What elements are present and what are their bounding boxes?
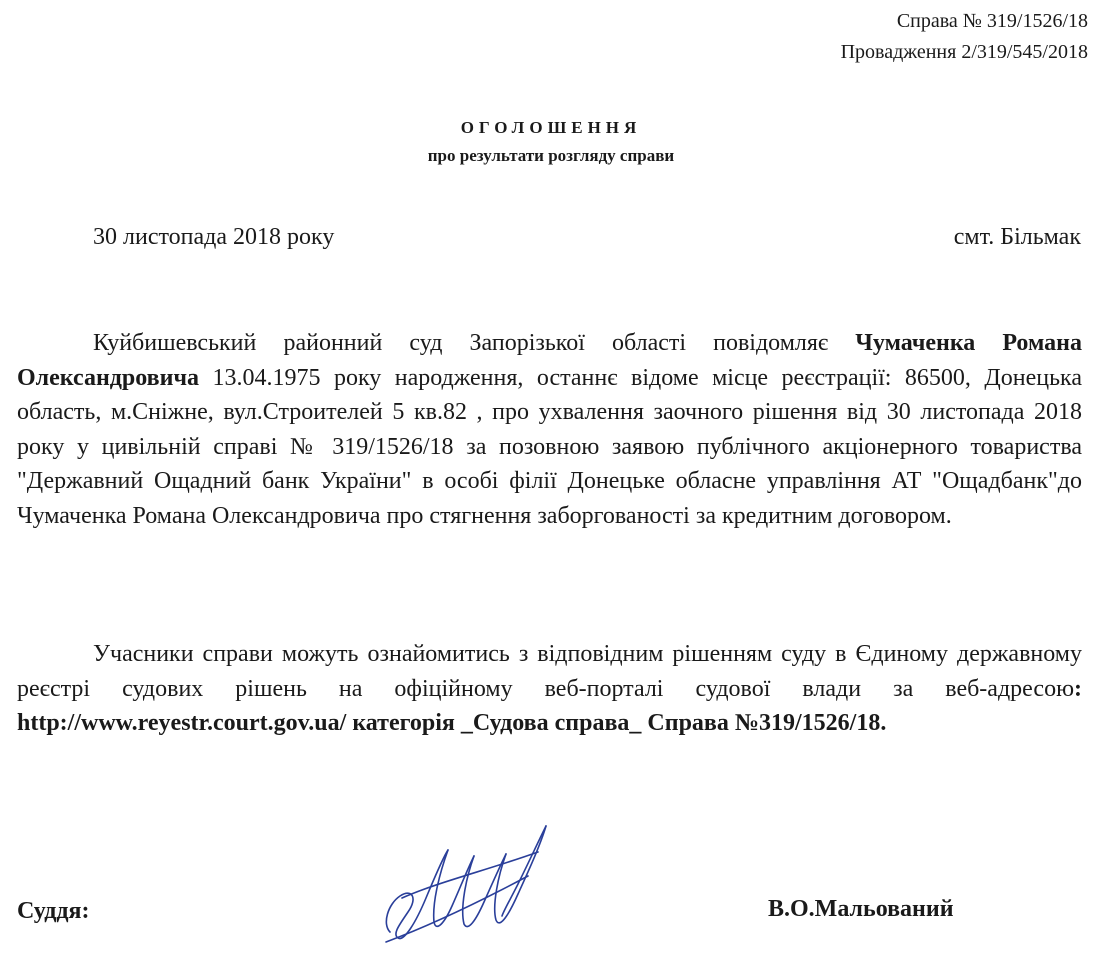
announcement-date: 30 листопада 2018 року [93, 224, 335, 250]
judge-name: В.О.Мальований [768, 896, 954, 922]
registry-paragraph [17, 637, 1082, 741]
notice-paragraph [17, 326, 1082, 534]
document-title: ОГОЛОШЕННЯ [460, 118, 642, 137]
document-subtitle: про результати розгляду справи [427, 146, 675, 165]
notice-text-start: Куйбишевський районний суд Запорізької області повідомляє [93, 330, 856, 356]
proceeding-number: Провадження 2/319/545/2018 [840, 41, 1088, 63]
case-reference-block [841, 6, 1088, 68]
announcement-place: смт. Більмак [953, 224, 1081, 250]
registry-text: Учасники справи можуть ознайомитись з відповідним рішенням суду в Єдиному державному реєстрі судових рішень на офіційному веб-порталі судової влади за веб-адресою [17, 641, 1082, 702]
case-number: Справа № 319/1526/18 [896, 10, 1088, 32]
registry-link: : http://www.reyestr.court.gov.ua/ категорія _Судова справа_ Справа №319/1526/18. [17, 675, 1082, 737]
defendant-name: Чумаченка Романа Олександровича [17, 330, 1082, 391]
judge-label: Суддя: [17, 898, 90, 924]
handwritten-signature [378, 812, 558, 952]
notice-text-end: 13.04.1975 року народження, останнє відоме місце реєстрації: 86500, Донецька область, м.Сніжне, вул.Строителей 5 кв.82 , про ухвалення заочного рішення від 30 листопада 2018 року у цивільній справі № 319/1526/18 за позовною заявою публічного акціонерного товариства "Державний Ощадний банк України" в особі філії Донецьке обласне управління АТ "Ощадбанк"до Чумаченка Романа Олександровича про стягнення заборгованості за кредитним договором. [17, 364, 1082, 529]
